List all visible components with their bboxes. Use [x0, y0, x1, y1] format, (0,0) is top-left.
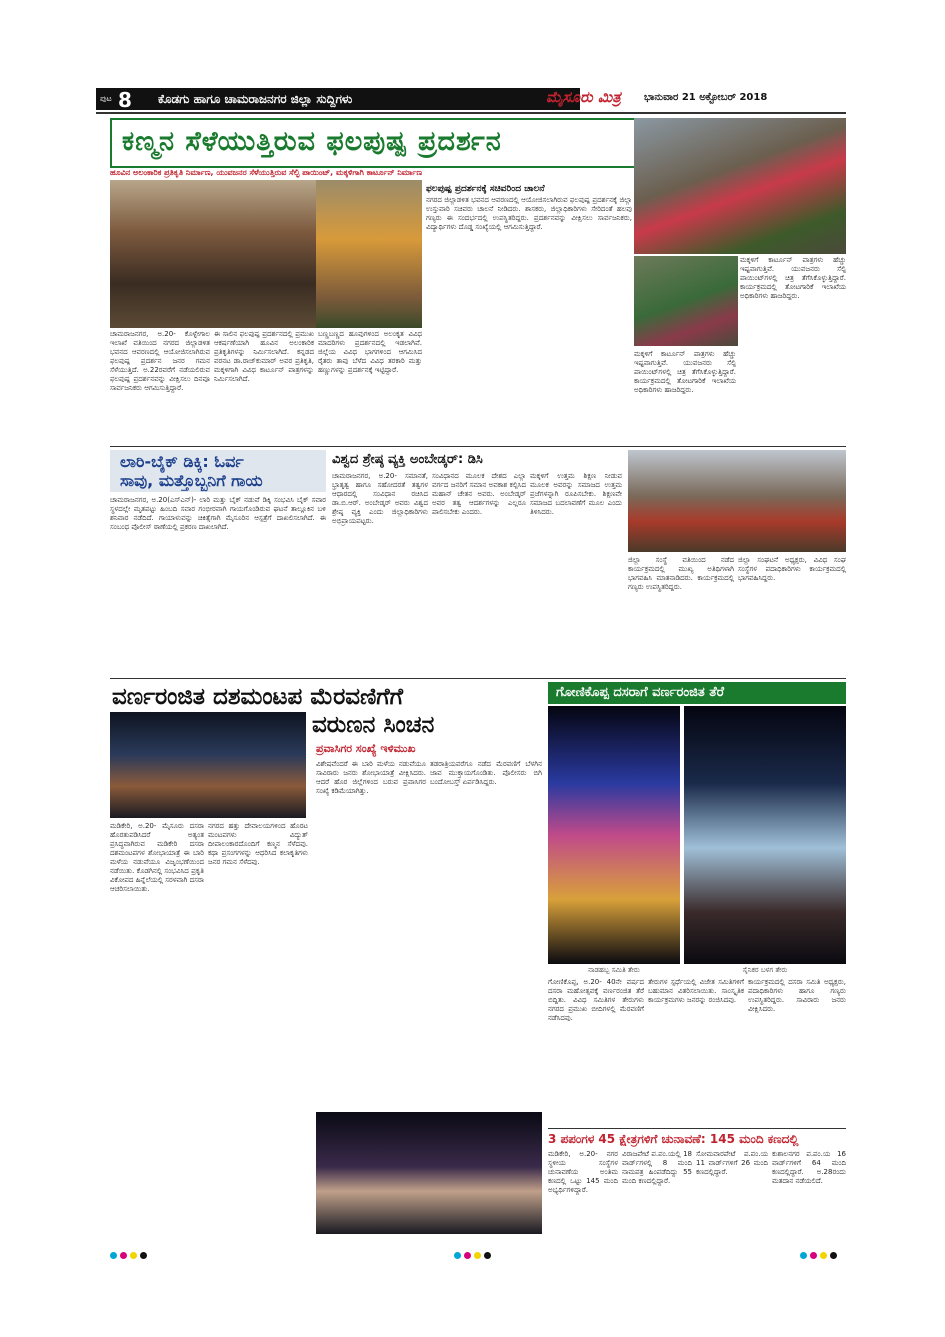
registration-dot-icon	[474, 1252, 481, 1259]
flower-show-inauguration-photo	[110, 180, 316, 328]
registration-dot-icon	[140, 1252, 147, 1259]
registration-dots-left	[110, 1244, 150, 1263]
story1-column-2: ಈ ಸಾಲಿನ ಫಲಪುಷ್ಪ ಪ್ರದರ್ಶನದಲ್ಲಿ ಪ್ರಮುಖ ಆಕರ್ಷಣೆಯಾಗಿ ಹೂವಿನ ಅಲಂಕಾರಿಕ ಪ್ರತಿಕೃತಿಗಳನ್ನು ನಿರ್ಮಿಸಲಾಗಿದೆ. ಕನ್ನಡದ ವರನಟ ಡಾ.ರಾಜ್‌ಕುಮಾರ್ ಅವರ ಪ್ರತಿಕೃತಿ, ಮಕ್ಕಳಿಗಾಗಿ ವಿವಿಧ ಕಾರ್ಟೂನ್ ಪಾತ್ರಗಳನ್ನು ನಿರ್ಮಿಸಲಾಗಿದೆ.	[214, 330, 314, 383]
dasara-procession-photo-bottom	[316, 1112, 542, 1234]
story6-column-3: ಸೋಮವಾರಪೇಟೆ ಪ.ಪಂ.ಯ 11 ವಾರ್ಡ್‌ಗಳಿಗೆ 26 ಮಂದಿ ಕಣದಲ್ಲಿದ್ದಾರೆ.	[696, 1150, 768, 1176]
story4-column-2: ನಗರದ ಹತ್ತು ದೇವಾಲಯಗಳಿಂದ ಹೊರಟ ಮಂಟಪಗಳು ವಿದ್ಯುತ್ ದೀಪಾಲಂಕಾರದೊಂದಿಗೆ ಕಣ್ಮನ ಸೆಳೆದವು. ಕಥಾ ಪ್ರಸಂಗಗಳನ್ನು ಆಧರಿಸಿದ ಕಲಾಕೃತಿಗಳು ಜನರ ಗಮನ ಸೆಳೆದವು.	[208, 822, 308, 866]
story1-column-1: ಚಾಮರಾಜನಗರ, ಅ.20- ಕೊಳ್ಳೇಗಾಲ ಇಲಾಖೆ ವತಿಯಿಂದ ನಗರದ ಜಿಲ್ಲಾಡಳಿತ ಭವನದ ಆವರಣದಲ್ಲಿ ಆಯೋಜಿಸಲಾಗಿರುವ ಫಲಪುಷ್ಪ ಪ್ರದರ್ಶನ ಜನರ ಗಮನ ಸೆಳೆಯುತ್ತಿದೆ. ಅ.22ರವರೆಗೆ ನಡೆಯಲಿರುವ ಫಲಪುಷ್ಪ ಪ್ರದರ್ಶನವನ್ನು ವೀಕ್ಷಿಸಲು ದಿನವೂ ಸಾರ್ವಜನಿಕರು ಆಗಮಿಸುತ್ತಿದ್ದಾರೆ.	[110, 330, 210, 392]
story6-column-4: ಕುಶಾಲನಗರ ಪ.ಪಂ.ಯ 16 ವಾರ್ಡ್‌ಗಳಿಗೆ 64 ಮಂದಿ ಕಣದಲ್ಲಿದ್ದಾರೆ. ಅ.28ರಂದು ಮತದಾನ ನಡೆಯಲಿದೆ.	[772, 1150, 846, 1185]
caption-sainikara-tableau: ಸೈನಿಕರ ಬಳಗ ತೇರು	[742, 966, 788, 974]
story6-column-2: ವಿರಾಜಪೇಟೆ ಪ.ಪಂ.ಯಲ್ಲಿ 18 ವಾರ್ಡ್‌ಗಳಲ್ಲಿ 8 ಮಂದಿ ನಾಮಪತ್ರ ಹಿಂಪಡೆದಿದ್ದು 55 ಮಂದಿ ಕಣದಲ್ಲಿದ್ದಾರೆ.	[622, 1150, 692, 1185]
registration-dot-icon	[484, 1252, 491, 1259]
story3-column-5: ಜಿಲ್ಲಾ ಸಂಘಟನೆ ಅಧ್ಯಕ್ಷರು, ವಿವಿಧ ಸಂಘ ಸಂಸ್ಥೆಗಳ ಪದಾಧಿಕಾರಿಗಳು ಕಾರ್ಯಕ್ರಮದಲ್ಲಿ ಭಾಗವಹಿಸಿದ್ದರು.	[738, 556, 846, 582]
cartoon-display-photo	[316, 180, 422, 328]
story5-headline-box	[548, 682, 846, 704]
registration-dot-icon	[810, 1252, 817, 1259]
story6-column-1: ಮಡಿಕೇರಿ, ಅ.20- ನಗರ ಸ್ಥಳೀಯ ಸಂಸ್ಥೆಗಳ ಚುನಾವಣೆಯ ಅಂತಿಮ ಕಣದಲ್ಲಿ ಒಟ್ಟು 145 ಮಂದಿ ಅಭ್ಯರ್ಥಿಗಳಿದ್ದಾರೆ.	[548, 1150, 618, 1194]
story1-column-4: ನಗರದ ಜಿಲ್ಲಾಡಳಿತ ಭವನದ ಆವರಣದಲ್ಲಿ ಆಯೋಜಿಸಲಾಗಿರುವ ಫಲಪುಷ್ಪ ಪ್ರದರ್ಶನಕ್ಕೆ ಜಿಲ್ಲಾ ಉಸ್ತುವಾರಿ ಸಚಿವರು ಚಾಲನೆ ನೀಡಿದರು. ಶಾಸಕರು, ಜಿಲ್ಲಾಧಿಕಾರಿಗಳು ಸೇರಿದಂತೆ ಹಲವು ಗಣ್ಯರು ಈ ಸಂದರ್ಭದಲ್ಲಿ ಉಪಸ್ಥಿತರಿದ್ದರು. ಪ್ರದರ್ಶನವನ್ನು ವೀಕ್ಷಿಸಲು ಸಾರ್ವಜನಿಕರು, ವಿದ್ಯಾರ್ಥಿಗಳು ದೊಡ್ಡ ಸಂಖ್ಯೆಯಲ್ಲಿ ಆಗಮಿಸುತ್ತಿದ್ದಾರೆ.	[426, 196, 632, 231]
story2-headline-box	[110, 450, 326, 492]
story5-headline: ಗೋಣಿಕೊಪ್ಪ ದಸರಾಗೆ ವರ್ಣರಂಜಿತ ತೆರೆ	[556, 685, 725, 700]
registration-dot-icon	[800, 1252, 807, 1259]
ambedkar-event-photo	[628, 450, 846, 552]
story1-subhead: ಹೂವಿನ ಅಲಂಕಾರಿಕ ಪ್ರತಿಕೃತಿ ನಿರ್ಮಾಣ, ಯುವಜನರ ಸೆಳೆಯುತ್ತಿರುವ ಸೆಲ್ಫಿ ಪಾಯಿಂಟ್, ಮಕ್ಕಳಿಗಾಗಿ ಕಾರ್ಟೂನ್ ನಿರ್ಮಾಣ	[110, 168, 423, 177]
registration-dot-icon	[110, 1252, 117, 1259]
page-number: 8	[118, 88, 132, 112]
story4-column-4: ತಡರಾತ್ರಿಯವರೆಗೂ ನಡೆದ ಮೆರವಣಿಗೆ ಬೆಳಗಿನ ಜಾವ ಮುಕ್ತಾಯಗೊಂಡಿತು. ಪೊಲೀಸರು ಬಿಗಿ ಬಂದೋಬಸ್ತ್ ಏರ್ಪಡಿಸಿದ್ದರು.	[430, 760, 542, 786]
story4-column-3: ವಿಶೇಷವೆಂದರೆ ಈ ಬಾರಿ ಮಳೆಯ ನಡುವೆಯೂ ಸಾವಿರಾರು ಜನರು ಶೋಭಾಯಾತ್ರೆ ವೀಕ್ಷಿಸಿದರು. ಆದರೆ ಹೊರ ಜಿಲ್ಲೆಗಳಿಂದ ಬರುವ ಪ್ರವಾಸಿಗರ ಸಂಖ್ಯೆ ಕಡಿಮೆಯಾಗಿತ್ತು.	[316, 760, 426, 795]
story3-column-1: ಚಾಮರಾಜನಗರ, ಅ.20- ಸಮಾನತೆ, ಭ್ರಾತೃತ್ವ ಹಾಗೂ ಸಹೋದರತೆ ತತ್ವಗಳ ಆಧಾರದಲ್ಲಿ ಸಂವಿಧಾನ ರಚಿಸಿದ ಡಾ.ಬಿ.ಆರ್. ಅಂಬೇಡ್ಕರ್ ಅವರು ವಿಶ್ವದ ಶ್ರೇಷ್ಠ ವ್ಯಕ್ತಿ ಎಂದು ಜಿಲ್ಲಾಧಿಕಾರಿಗಳು ಅಭಿಪ್ರಾಯಪಟ್ಟರು.	[332, 472, 428, 525]
story5-column-2: ತೇರುಗಳ ಸ್ಪರ್ಧೆಯಲ್ಲಿ ವಿಜೇತ ಸಮಿತಿಗಳಿಗೆ ಬಹುಮಾನ ವಿತರಿಸಲಾಯಿತು. ಸಾಂಸ್ಕೃತಿಕ ಕಾರ್ಯಕ್ರಮಗಳು ಜನರನ್ನು ರಂಜಿಸಿದವು.	[648, 978, 744, 1004]
page-number-box	[96, 88, 150, 110]
story2-body: ಚಾಮರಾಜನಗರ, ಅ.20(ಎಸ್‌ಎನ್)- ಲಾರಿ ಮತ್ತು ಬೈಕ್ ನಡುವೆ ಡಿಕ್ಕಿ ಸಂಭವಿಸಿ ಬೈಕ್ ಸವಾರ ಸ್ಥಳದಲ್ಲೇ ಮೃತಪಟ್ಟು ಹಿಂಬದಿ ಸವಾರ ಗಂಭೀರವಾಗಿ ಗಾಯಗೊಂಡಿರುವ ಘಟನೆ ತಾಲ್ಲೂಕಿನ ಬಳಿ ಶನಿವಾರ ನಡೆದಿದೆ. ಗಾಯಾಳುವನ್ನು ಚಿಕಿತ್ಸೆಗಾಗಿ ಮೈಸೂರಿನ ಆಸ್ಪತ್ರೆಗೆ ದಾಖಲಿಸಲಾಗಿದೆ. ಈ ಸಂಬಂಧ ಪೊಲೀಸ್ ಠಾಣೆಯಲ್ಲಿ ಪ್ರಕರಣ ದಾಖಲಾಗಿದೆ.	[110, 496, 326, 531]
page-header	[96, 88, 846, 110]
story3-column-2: ಸಂವಿಧಾನದ ಮೂಲಕ ದೇಶದ ಎಲ್ಲಾ ವರ್ಗದ ಜನರಿಗೆ ಸಮಾನ ಅವಕಾಶ ಕಲ್ಪಿಸಿದ ಮಹಾನ್ ಚೇತನ ಅವರು. ಅಂಬೇಡ್ಕರ್ ಅವರ ತತ್ವ ಆದರ್ಶಗಳನ್ನು ಎಲ್ಲರೂ ಪಾಲಿಸಬೇಕು ಎಂದರು.	[432, 472, 526, 516]
story4-headline-line1: ವರ್ಣರಂಜಿತ ದಶಮಂಟಪ ಮೆರವಣಿಗೆಗೆ	[112, 684, 404, 710]
registration-dots-right	[800, 1244, 840, 1263]
registration-dots-center	[454, 1244, 494, 1263]
registration-dot-icon	[130, 1252, 137, 1259]
flower-elephant-photo-small	[634, 256, 738, 346]
registration-dot-icon	[830, 1252, 837, 1259]
story2-headline-line1: ಲಾರಿ-ಬೈಕ್ ಡಿಕ್ಕಿ: ಓರ್ವ	[120, 452, 244, 471]
registration-dot-icon	[464, 1252, 471, 1259]
story1-column-6: ಮಕ್ಕಳಿಗೆ ಕಾರ್ಟೂನ್ ಪಾತ್ರಗಳು ಹೆಚ್ಚು ಇಷ್ಟವಾಗುತ್ತಿವೆ. ಯುವಜನರು ಸೆಲ್ಫಿ ಪಾಯಿಂಟ್‌ಗಳಲ್ಲಿ ಚಿತ್ರ ತೆಗೆಸಿಕೊಳ್ಳುತ್ತಿದ್ದಾರೆ. ಕಾರ್ಯಕ್ರಮದಲ್ಲಿ ತೋಟಗಾರಿಕೆ ಇಲಾಖೆಯ ಅಧಿಕಾರಿಗಳು ಹಾಜರಿದ್ದರು.	[634, 350, 736, 394]
story6-headline: 3 ಪಪಂಗಳ 45 ಕ್ಷೇತ್ರಗಳಿಗೆ ಚುನಾವಣೆ: 145 ಮಂದಿ ಕಣದಲ್ಲಿ	[548, 1132, 799, 1146]
sainikara-tableau-photo	[684, 706, 846, 964]
page-label: ಪುಟ	[100, 94, 112, 103]
section-title: ಕೊಡಗು ಹಾಗೂ ಚಾಮರಾಜನಗರ ಜಿಲ್ಲಾ ಸುದ್ದಿಗಳು	[158, 92, 353, 106]
flower-elephant-photo-top	[634, 118, 846, 254]
story5-bottom-rule	[548, 1128, 846, 1129]
story2-headline-line2: ಸಾವು, ಮತ್ತೊಬ್ಬನಿಗೆ ಗಾಯ	[120, 471, 263, 490]
registration-dot-icon	[120, 1252, 127, 1259]
dasara-procession-photo-top	[110, 712, 306, 818]
story3-column-3: ಮಕ್ಕಳಿಗೆ ಉತ್ತಮ ಶಿಕ್ಷಣ ನೀಡುವ ಮೂಲಕ ಅವರನ್ನು ಸಮಾಜದ ಉತ್ತಮ ಪ್ರಜೆಗಳನ್ನಾಗಿ ರೂಪಿಸಬೇಕು. ಶಿಕ್ಷಣವೇ ಸಮಾಜದ ಬದಲಾವಣೆಗೆ ಮೂಲ ಎಂದು ತಿಳಿಸಿದರು.	[530, 472, 622, 516]
story1-headline-box	[110, 118, 636, 168]
masthead: ಮೈಸೂರು ಮಿತ್ರ	[546, 88, 621, 106]
story5-column-3: ಕಾರ್ಯಕ್ರಮದಲ್ಲಿ ದಸರಾ ಸಮಿತಿ ಅಧ್ಯಕ್ಷರು, ಪದಾಧಿಕಾರಿಗಳು ಹಾಗೂ ಗಣ್ಯರು ಉಪಸ್ಥಿತರಿದ್ದರು. ಸಾವಿರಾರು ಜನರು ವೀಕ್ಷಿಸಿದರು.	[748, 978, 846, 1013]
story3-headline: ವಿಶ್ವದ ಶ್ರೇಷ್ಠ ವ್ಯಕ್ತಿ ಅಂಬೇಡ್ಕರ್: ಡಿಸಿ	[332, 452, 483, 467]
story3-bottom-rule	[110, 678, 846, 679]
registration-dot-icon	[454, 1252, 461, 1259]
story4-column-1: ಮಡಿಕೇರಿ, ಅ.20- ಮೈಸೂರು ದಸರಾ ಹೊರತುಪಡಿಸಿದರೆ ಅತ್ಯಂತ ಪ್ರಸಿದ್ಧವಾಗಿರುವ ಮಡಿಕೇರಿ ದಸರಾ ದಶಮಂಟಪಗಳ ಶೋಭಾಯಾತ್ರೆ ಈ ಬಾರಿ ಮಳೆಯ ನಡುವೆಯೂ ವಿಜೃಂಭಣೆಯಿಂದ ನಡೆಯಿತು. ಕೊಡಗಿನಲ್ಲಿ ಸಂಭವಿಸಿದ ಪ್ರಕೃತಿ ವಿಕೋಪದ ಹಿನ್ನೆಲೆಯಲ್ಲಿ ಸರಳವಾಗಿ ದಸರಾ ಆಚರಿಸಲಾಯಿತು.	[110, 822, 204, 893]
story1-bottom-rule	[110, 446, 846, 447]
header-rule	[96, 112, 846, 114]
section-title-bar	[150, 88, 580, 110]
story1-kicker: ಫಲಪುಷ್ಪ ಪ್ರದರ್ಶನಕ್ಕೆ ಸಚಿವರಿಂದ ಚಾಲನೆ	[426, 184, 545, 194]
story4-subhead: ಪ್ರವಾಸಿಗರ ಸಂಖ್ಯೆ ಇಳಿಮುಖ	[316, 742, 416, 755]
issue-date: ಭಾನುವಾರ 21 ಅಕ್ಟೋಬರ್ 2018	[644, 92, 768, 103]
story4-headline-line2: ವರುಣನ ಸಿಂಚನ	[312, 712, 435, 738]
registration-dot-icon	[820, 1252, 827, 1259]
story1-headline: ಕಣ್ಮನ ಸೆಳೆಯುತ್ತಿರುವ ಫಲಪುಷ್ಪ ಪ್ರದರ್ಶನ	[122, 126, 502, 157]
nadahabba-tableau-photo	[548, 706, 680, 964]
story1-column-5: ಮಕ್ಕಳಿಗೆ ಕಾರ್ಟೂನ್ ಪಾತ್ರಗಳು ಹೆಚ್ಚು ಇಷ್ಟವಾಗುತ್ತಿವೆ. ಯುವಜನರು ಸೆಲ್ಫಿ ಪಾಯಿಂಟ್‌ಗಳಲ್ಲಿ ಚಿತ್ರ ತೆಗೆಸಿಕೊಳ್ಳುತ್ತಿದ್ದಾರೆ. ಕಾರ್ಯಕ್ರಮದಲ್ಲಿ ತೋಟಗಾರಿಕೆ ಇಲಾಖೆಯ ಅಧಿಕಾರಿಗಳು ಹಾಜರಿದ್ದರು.	[740, 256, 846, 300]
story5-column-1: ಗೋಣಿಕೊಪ್ಪ, ಅ.20- 40ನೇ ವರ್ಷದ ದಸರಾ ಮಹೋತ್ಸವಕ್ಕೆ ವರ್ಣರಂಜಿತ ತೆರೆ ಬಿದ್ದಿತು. ವಿವಿಧ ಸಮಿತಿಗಳ ತೇರುಗಳು ನಗರದ ಪ್ರಮುಖ ಬೀದಿಗಳಲ್ಲಿ ಮೆರವಣಿಗೆ ನಡೆಸಿದವು.	[548, 978, 644, 1022]
story3-column-4: ಜಿಲ್ಲಾ ಸಂಸ್ಥೆ ವತಿಯಿಂದ ನಡೆದ ಕಾರ್ಯಕ್ರಮದಲ್ಲಿ ಮುಖ್ಯ ಅತಿಥಿಗಳಾಗಿ ಭಾಗವಹಿಸಿ ಮಾತನಾಡಿದರು. ಕಾರ್ಯಕ್ರಮದಲ್ಲಿ ಗಣ್ಯರು ಉಪಸ್ಥಿತರಿದ್ದರು.	[628, 556, 734, 591]
story1-column-3: ಬಣ್ಣಬಣ್ಣದ ಹೂವುಗಳಿಂದ ಅಲಂಕೃತ ವಿವಿಧ ಮಾದರಿಗಳು ಪ್ರದರ್ಶನದಲ್ಲಿ ಇಡಲಾಗಿವೆ. ಜಿಲ್ಲೆಯ ವಿವಿಧ ಭಾಗಗಳಿಂದ ಆಗಮಿಸಿದ ರೈತರು ತಾವು ಬೆಳೆದ ವಿವಿಧ ತರಕಾರಿ ಮತ್ತು ಹಣ್ಣುಗಳನ್ನು ಪ್ರದರ್ಶನಕ್ಕೆ ಇಟ್ಟಿದ್ದಾರೆ.	[318, 330, 422, 374]
caption-nadahabba-tableau: ನಾಡಹಬ್ಬ ಸಮಿತಿ ತೇರು	[588, 966, 640, 974]
